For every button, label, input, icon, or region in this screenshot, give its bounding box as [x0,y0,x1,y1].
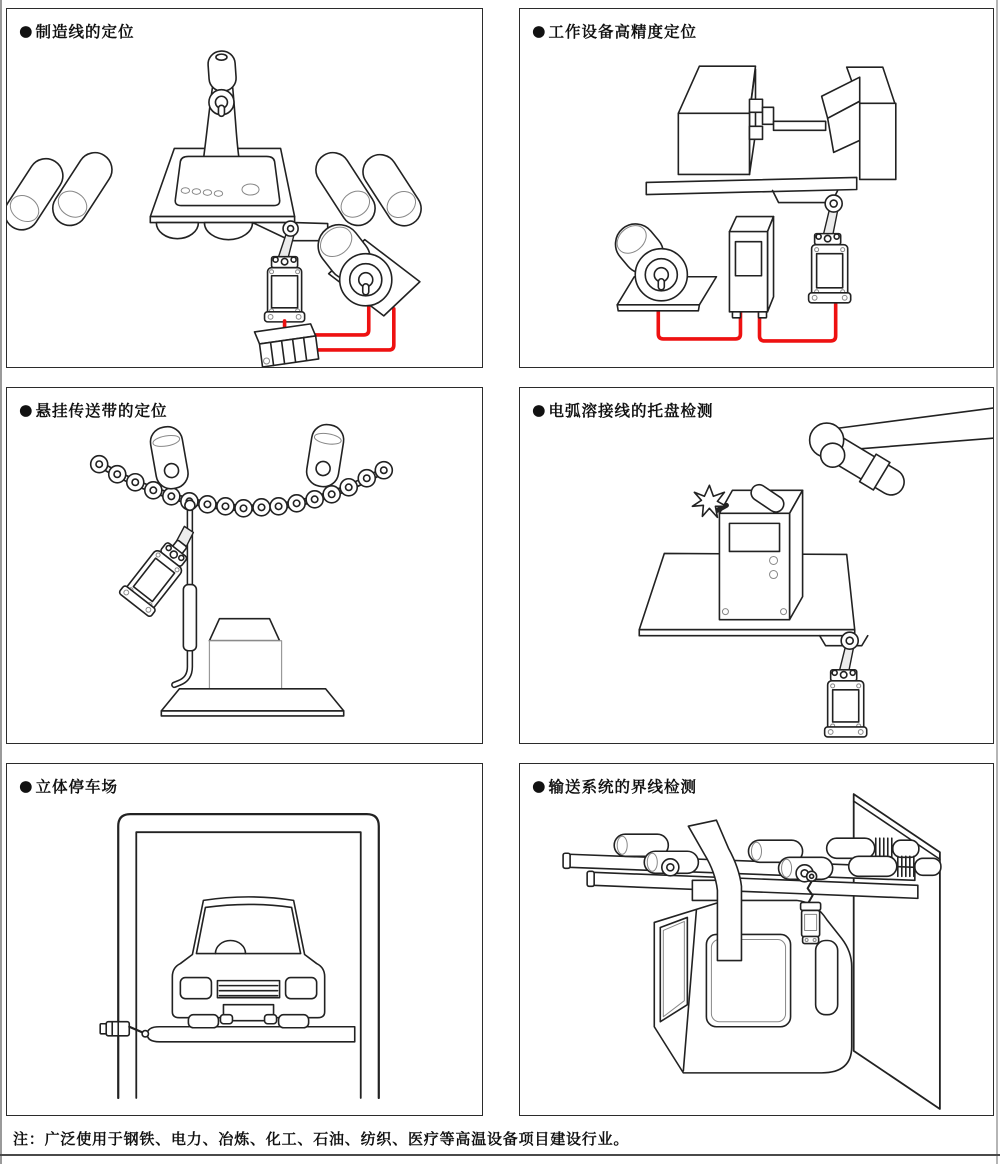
panel-title-label: 悬挂传送带的定位 [35,402,168,420]
welding-robot-arm [717,408,993,515]
limit-switch [100,1022,148,1037]
footer-note: 注：广泛使用于钢铁、电力、冶炼、化工、石油、纺织、医疗等高温设备项目建设行业。 [13,1130,630,1148]
page-left-edge [0,0,2,1164]
headlight [286,978,317,999]
panel-work-equipment [519,8,994,368]
limit-switch [825,632,867,737]
page-right-edge [996,0,998,1164]
car [172,897,324,1028]
trolley-rollers [748,840,832,882]
motor [607,216,716,311]
panel-title [532,20,697,42]
bullet-icon: ● [19,22,34,40]
manufacturing-line-illustration [7,9,482,367]
panel-title-label: 立体停车场 [35,778,119,796]
conveying-system-illustration [520,764,993,1115]
motor [310,216,420,316]
panel-arc-welding [519,387,994,744]
panel-title [532,399,714,421]
bullet-icon: ● [19,401,34,419]
limit-switch [809,195,851,303]
hanger-roller [304,422,345,488]
wheel [279,1015,309,1028]
panel-parking-garage [6,763,483,1116]
red-cable [311,309,394,350]
bullet-icon: ● [532,22,547,40]
bullet-icon: ● [532,401,547,419]
wheel [188,1015,218,1028]
lift-platform [147,1027,354,1042]
spring-buffer [849,856,941,876]
panel-title [19,399,168,421]
panel-title [532,775,697,797]
arc-welding-illustration [520,388,993,743]
gondola-cabin [654,900,851,1072]
machine-headstock [678,66,825,174]
terminal-block [255,324,319,367]
parking-garage-illustration [7,764,482,1115]
headlight [180,978,211,999]
machine-bed [646,177,856,202]
page-bottom-rule [0,1154,1000,1156]
bullet-icon: ● [532,777,547,795]
panel-title-label: 电弧溶接线的托盘检测 [548,402,714,420]
panel-title-label: 制造线的定位 [35,23,135,41]
bullet-icon: ● [19,777,34,795]
panel-title-label: 工作设备高精度定位 [548,23,698,41]
welding-workpiece [719,490,802,619]
conveyor-chain [91,456,393,517]
machine-tailstock [822,67,896,179]
spring-buffer [827,838,919,858]
machine-tool-illustration [520,9,993,367]
suspended-conveyor-illustration [7,388,482,743]
panel-manufacturing-line [6,8,483,368]
panel-conveying-system [519,763,994,1116]
controller-box [729,217,773,318]
panel-title [19,20,135,42]
panel-title [19,775,118,797]
machine-top-plate [175,156,279,205]
panel-title-label: 输送系统的界线检测 [548,778,698,796]
panel-suspended-conveyor [6,387,483,744]
